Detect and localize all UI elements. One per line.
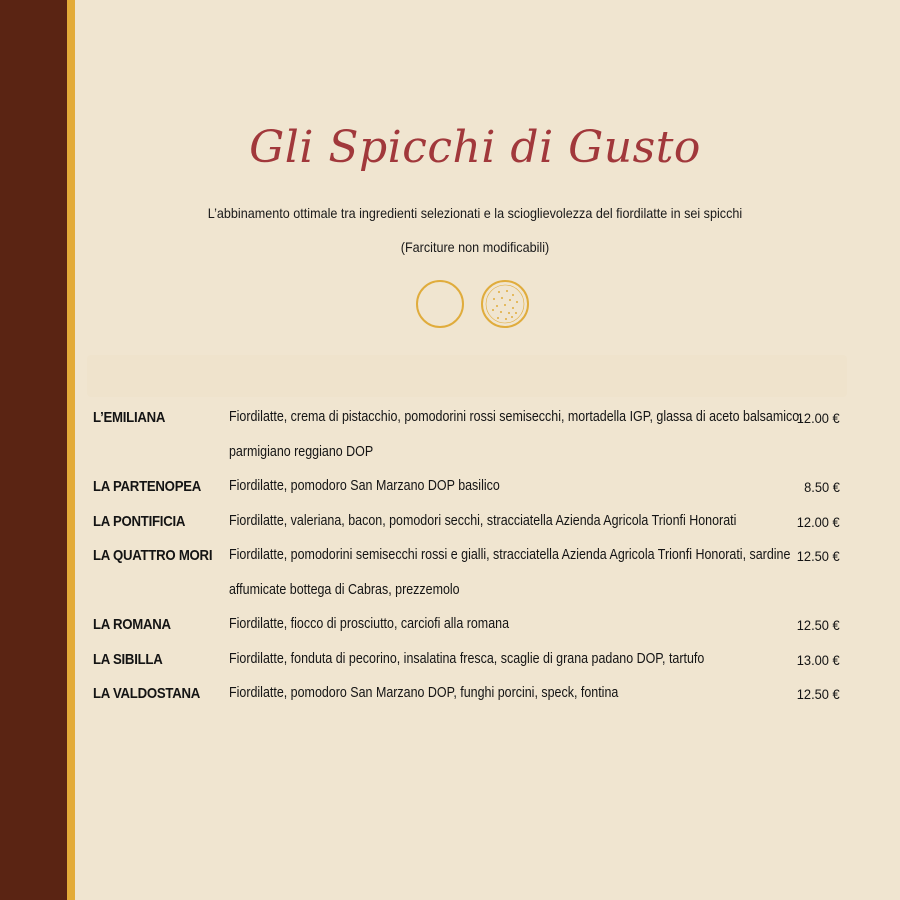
item-description: Fiordilatte, pomodorini semisecchi rossi e gialli, stracciatella Azienda Agricola Trionfi Honorati, sardine affumicate bottega di Cabras, prezzemolo [229,547,791,598]
side-gold-stripe [67,0,75,900]
item-name: LA QUATTRO MORI [93,547,213,564]
menu-note: (Farciture non modificabili) [400,239,550,255]
item-price: 12.50 € [797,686,840,702]
item-price: 12.50 € [797,617,840,633]
item-price: 12.50 € [797,548,840,564]
item-description: Fiordilatte, pomodoro San Marzano DOP, funghi porcini, speck, fontina [229,685,619,701]
item-name: LA PARTENOPEA [93,478,202,495]
side-brown-band [0,0,67,900]
item-price: 8.50 € [804,479,840,495]
item-description: Fiordilatte, crema di pistacchio, pomodorini rossi semisecchi, mortadella IGP, glassa di aceto balsamico, parmigiano reggiano DOP [229,409,803,460]
item-price: 13.00 € [797,652,840,668]
item-name: L’EMILIANA [93,409,166,426]
item-name: LA PONTIFICIA [93,513,186,530]
item-name: LA SIBILLA [93,651,163,668]
item-price: 12.00 € [797,514,840,530]
menu-list [75,0,900,900]
menu-subtitle: L’abbinamento ottimale tra ingredienti selezionati e la scioglievolezza del fiordilatte in sei spicchi [207,205,743,221]
item-description: Fiordilatte, fiocco di prosciutto, carciofi alla romana [229,616,510,632]
item-description: Fiordilatte, fonduta di pecorino, insalatina fresca, scaglie di grana padano DOP, tartufo [229,651,705,667]
item-price: 12.00 € [797,410,840,426]
menu-page [75,0,900,900]
item-description: Fiordilatte, valeriana, bacon, pomodori secchi, stracciatella Azienda Agricola Trionfi Honorati [229,513,737,529]
item-description: Fiordilatte, pomodoro San Marzano DOP basilico [229,478,500,494]
item-name: LA VALDOSTANA [93,685,201,702]
menu-title: Gli Spicchi di Gusto [249,122,701,173]
item-name: LA ROMANA [93,616,171,633]
